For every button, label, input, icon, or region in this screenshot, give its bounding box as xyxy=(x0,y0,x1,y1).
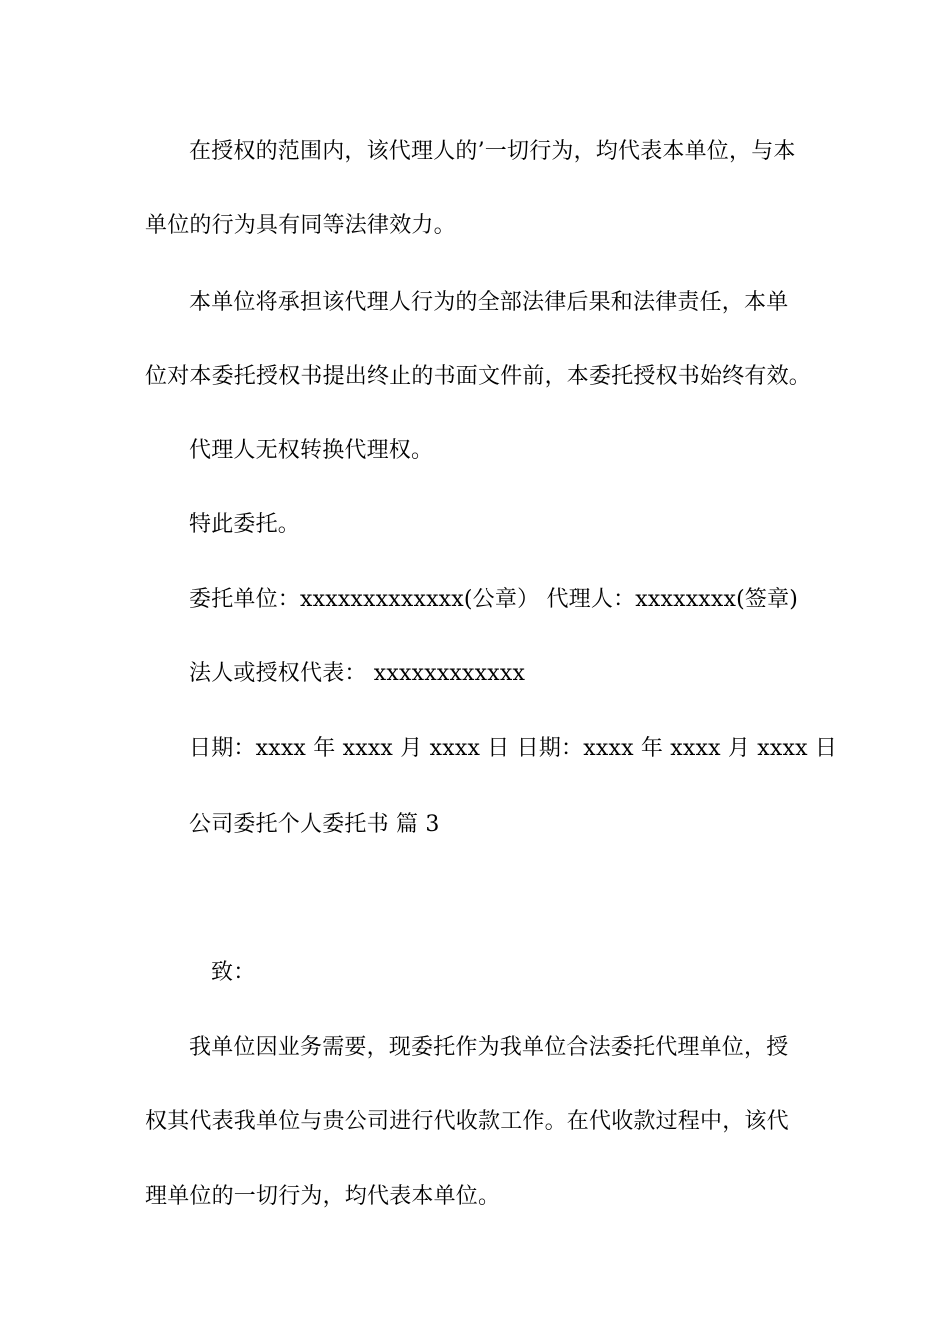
paragraph-5-line-1: 我单位因业务需要，现委托作为我单位合法委托代理单位，授 xyxy=(189,1035,789,1060)
salutation: 致： xyxy=(211,960,256,985)
paragraph-5-line-2: 权其代表我单位与贵公司进行代收款工作。在代收款过程中，该代 xyxy=(145,1109,789,1134)
paragraph-2-line-2: 位对本委托授权书提出终止的书面文件前，本委托授权书始终有效。 xyxy=(145,364,812,389)
paragraph-4: 特此委托。 xyxy=(189,512,301,537)
paragraph-2-line-1: 本单位将承担该代理人行为的全部法律后果和法律责任，本单 xyxy=(189,290,789,315)
signature-line-legal-representative: 法人或授权代表： xxxxxxxxxxxx xyxy=(189,661,526,686)
date-line: 日期：xxxx 年 xxxx 月 xxxx 日 日期：xxxx 年 xxxx 月 xxxx 日 xyxy=(189,736,838,761)
paragraph-1-line-1: 在授权的范围内，该代理人的’一切行为，均代表本单位，与本 xyxy=(189,139,796,164)
signature-line-principal: 委托单位：xxxxxxxxxxxxx(公章） 代理人：xxxxxxxx(签章) xyxy=(189,587,799,612)
paragraph-3: 代理人无权转换代理权。 xyxy=(189,438,434,463)
paragraph-5-line-3: 理单位的一切行为，均代表本单位。 xyxy=(145,1184,501,1209)
paragraph-1-line-2: 单位的行为具有同等法律效力。 xyxy=(145,213,456,238)
section-heading: 公司委托个人委托书 篇 3 xyxy=(189,812,440,837)
